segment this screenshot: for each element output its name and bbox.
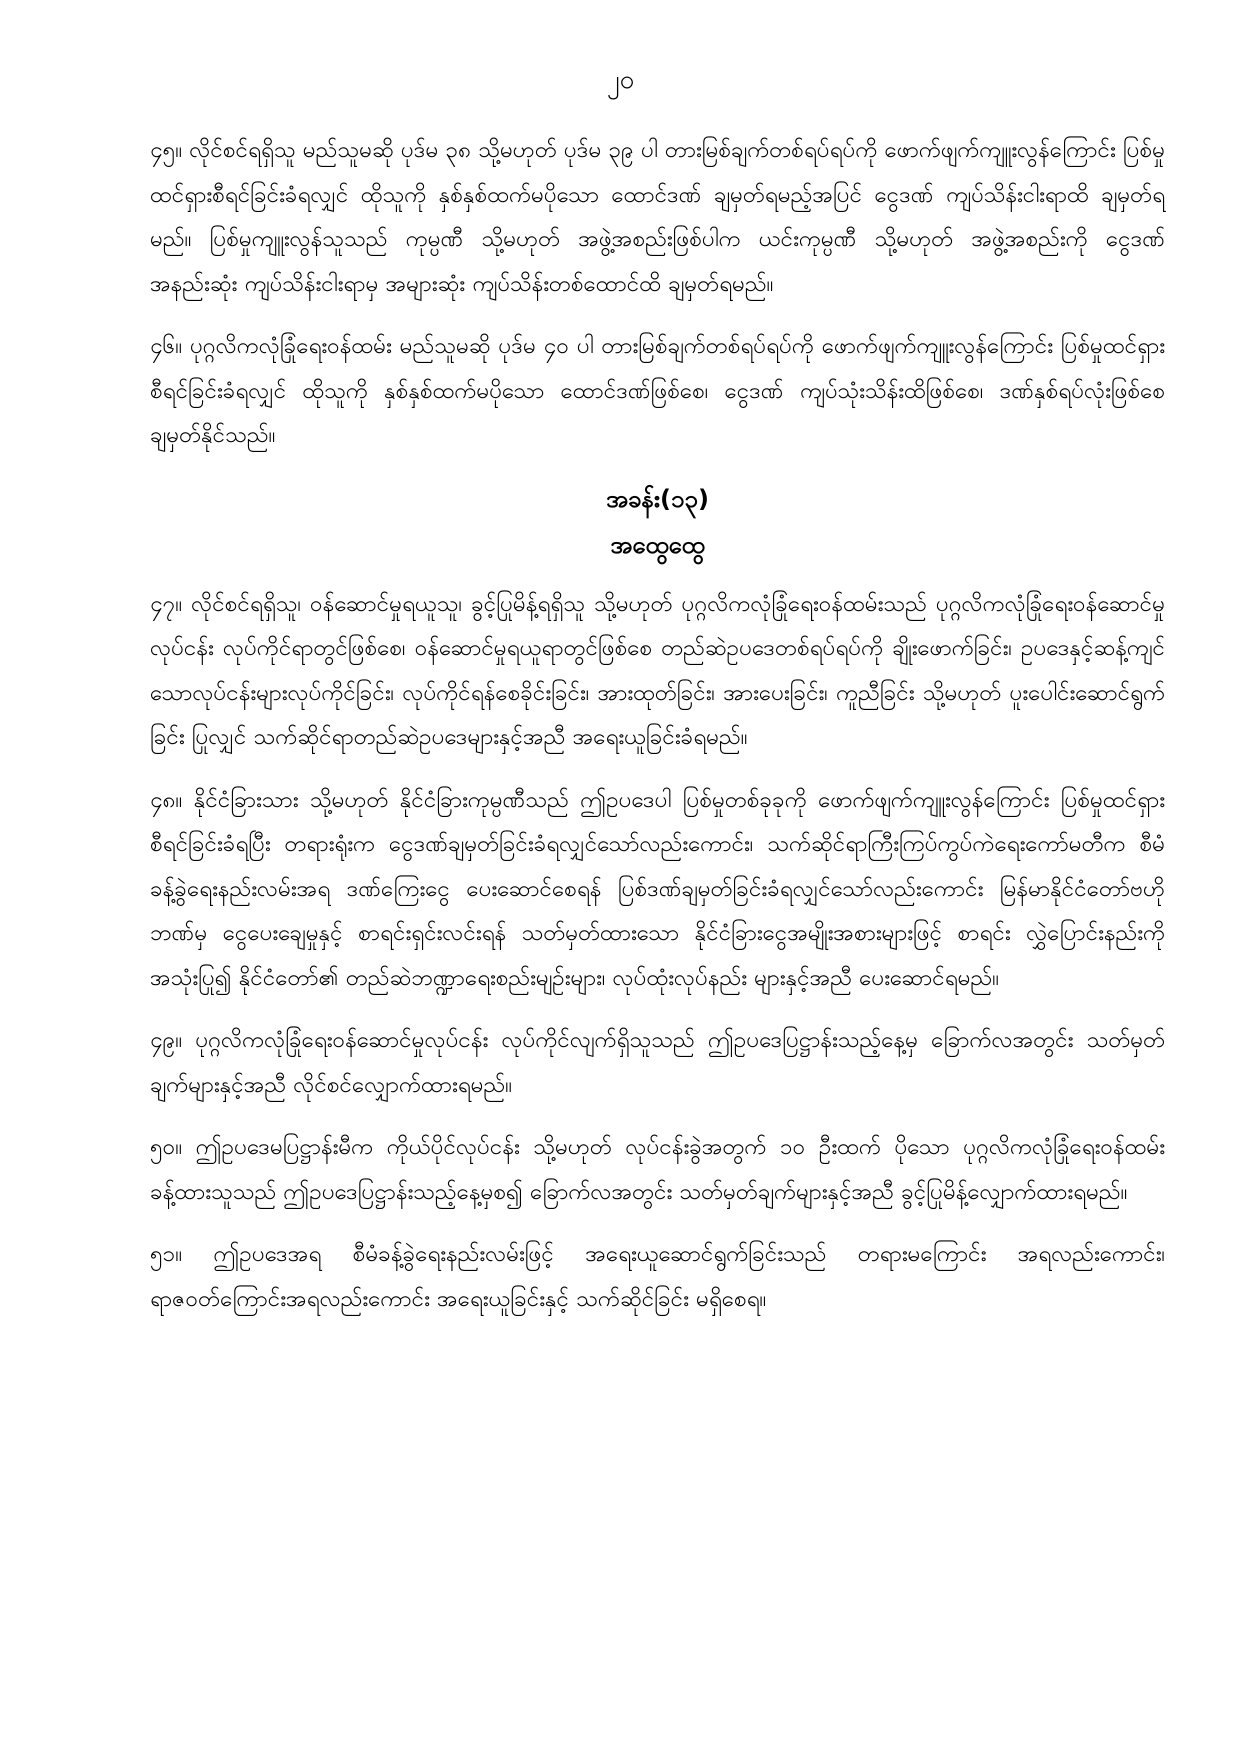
section-45-paragraph: ၄၅။ လိုင်စင်ရရှိသူ မည်သူမဆို ပုဒ်မ ၃၈ သို့မဟုတ် ပုဒ်မ ၃၉ ပါ တားမြစ်ချက်တစ်ရပ်ရပ်ကို ဖောက်ဖျက်ကျူးလွန်ကြောင်း ပြစ်မှုထင်ရှားစီရင်ခြင်းခံရလျှင် ထိုသူကို နှစ်နှစ်ထက်မပိုသော ထောင်ဒဏ် ချမှတ်ရမည့်အပြင် ငွေဒဏ် ကျပ်သိန်းငါးရာထိ ချမှတ်ရမည်။ ပြစ်မှုကျူးလွန်သူသည် ကုမ္ပဏီ သို့မဟုတ် အဖွဲ့အစည်းဖြစ်ပါက ယင်းကုမ္ပဏီ သို့မဟုတ် အဖွဲ့အစည်းကို ငွေဒဏ် အနည်းဆုံး ကျပ်သိန်းငါးရာမှ အများဆုံး ကျပ်သိန်းတစ်ထောင်ထိ ချမှတ်ရမည်။ bbox=[150, 137, 1165, 297]
section-48-paragraph: ၄၈။ နိုင်ငံခြားသား သို့မဟုတ် နိုင်ငံခြားကုမ္ပဏီသည် ဤဥပဒေပါ ပြစ်မှုတစ်ခုခုကို ဖောက်ဖျက်ကျူးလွန်ကြောင်း ပြစ်မှုထင်ရှားစီရင်ခြင်းခံရပြီး တရားရုံးက ငွေဒဏ်ချမှတ်ခြင်းခံရလျှင်သော်လည်းကောင်း၊ သက်ဆိုင်ရာကြီးကြပ်ကွပ်ကဲရေးကော်မတီက စီမံခန့်ခွဲရေးနည်းလမ်းအရ ဒဏ်ကြေးငွေ ပေးဆောင်စေရန် ပြစ်ဒဏ်ချမှတ်ခြင်းခံရလျှင်သော်လည်းကောင်း မြန်မာနိုင်ငံတော်ဗဟိုဘဏ်မှ ငွေပေးချေမှုနှင့် စာရင်းရှင်းလင်းရန် သတ်မှတ်ထားသော နိုင်ငံခြားငွေအမျိုးအစားများဖြင့် စာရင်း လွှဲပြောင်းနည်းကို အသုံးပြု၍ နိုင်ငံတော်၏ တည်ဆဲဘဏ္ဍာရေးစည်းမျဉ်းများ၊ လုပ်ထုံးလုပ်နည်း များနှင့်အညီ ပေးဆောင်ရမည်။ bbox=[150, 786, 1165, 991]
section-46-paragraph: ၄၆။ ပုဂ္ဂလိကလုံခြုံရေးဝန်ထမ်း မည်သူမဆို ပုဒ်မ ၄၀ ပါ တားမြစ်ချက်တစ်ရပ်ရပ်ကို ဖောက်ဖျက်ကျူးလွန်ကြောင်း ပြစ်မှုထင်ရှားစီရင်ခြင်းခံရလျှင် ထိုသူကို နှစ်နှစ်ထက်မပိုသော ထောင်ဒဏ်ဖြစ်စေ၊ ငွေဒဏ် ကျပ်သုံးသိန်းထိဖြစ်စေ၊ ဒဏ်နှစ်ရပ်လုံးဖြစ်စေ ချမှတ်နိုင်သည်။ bbox=[150, 333, 1165, 448]
section-50-paragraph: ၅၀။ ဤဥပဒေမပြဋ္ဌာန်းမီက ကိုယ်ပိုင်လုပ်ငန်း သို့မဟုတ် လုပ်ငန်းခွဲအတွက် ၁၀ ဦးထက် ပိုသော ပုဂ္ဂလိကလုံခြုံရေးဝန်ထမ်းခန့်ထားသူသည် ဤဥပဒေပြဋ္ဌာန်းသည့်နေ့မှစ၍ ခြောက်လအတွင်း သတ်မှတ်ချက်များနှင့်အညီ ခွင့်ပြုမိန့်လျှောက်ထားရမည်။ bbox=[150, 1134, 1165, 1205]
section-51-paragraph: ၅၁။ ဤဥပဒေအရ စီမံခန့်ခွဲရေးနည်းလမ်းဖြင့် အရေးယူဆောင်ရွက်ခြင်းသည် တရားမကြောင်း အရလည်းကောင်း၊ ရာဇဝတ်ကြောင်းအရလည်းကောင်း အရေးယူခြင်းနှင့် သက်ဆိုင်ခြင်း မရှိစေရ။ bbox=[150, 1241, 1165, 1312]
section-49-paragraph: ၄၉။ ပုဂ္ဂလိကလုံခြုံရေးဝန်ဆောင်မှုလုပ်ငန်း လုပ်ကိုင်လျက်ရှိသူသည် ဤဥပဒေပြဋ္ဌာန်းသည့်နေ့မှ ခြောက်လအတွင်း သတ်မှတ်ချက်များနှင့်အညီ လိုင်စင်လျှောက်ထားရမည်။ bbox=[150, 1027, 1165, 1098]
document-body bbox=[150, 128, 1165, 1339]
chapter-number: အခန်း(၁၃) bbox=[606, 484, 709, 513]
page-number: ၂၀ bbox=[606, 65, 635, 95]
section-47-paragraph: ၄၇။ လိုင်စင်ရရှိသူ၊ ဝန်ဆောင်မှုရယူသူ၊ ခွင့်ပြုမိန့်ရရှိသူ သို့မဟုတ် ပုဂ္ဂလိကလုံခြုံရေးဝန်ထမ်းသည် ပုဂ္ဂလိကလုံခြုံရေးဝန်ဆောင်မှုလုပ်ငန်း လုပ်ကိုင်ရာတွင်ဖြစ်စေ၊ ဝန်ဆောင်မှုရယူရာတွင်ဖြစ်စေ တည်ဆဲဥပဒေတစ်ရပ်ရပ်ကို ချိုးဖောက်ခြင်း၊ ဥပဒေနှင့်ဆန့်ကျင်သောလုပ်ငန်းများလုပ်ကိုင်ခြင်း၊ လုပ်ကိုင်ရန်စေခိုင်းခြင်း၊ အားထုတ်ခြင်း၊ အားပေးခြင်း၊ ကူညီခြင်း သို့မဟုတ် ပူးပေါင်းဆောင်ရွက်ခြင်း ပြုလျှင် သက်ဆိုင်ရာတည်ဆဲဥပဒေများနှင့်အညီ အရေးယူခြင်းခံရမည်။ bbox=[150, 590, 1165, 750]
chapter-title: အထွေထွေ bbox=[610, 530, 705, 559]
chapter-heading bbox=[150, 476, 1165, 568]
